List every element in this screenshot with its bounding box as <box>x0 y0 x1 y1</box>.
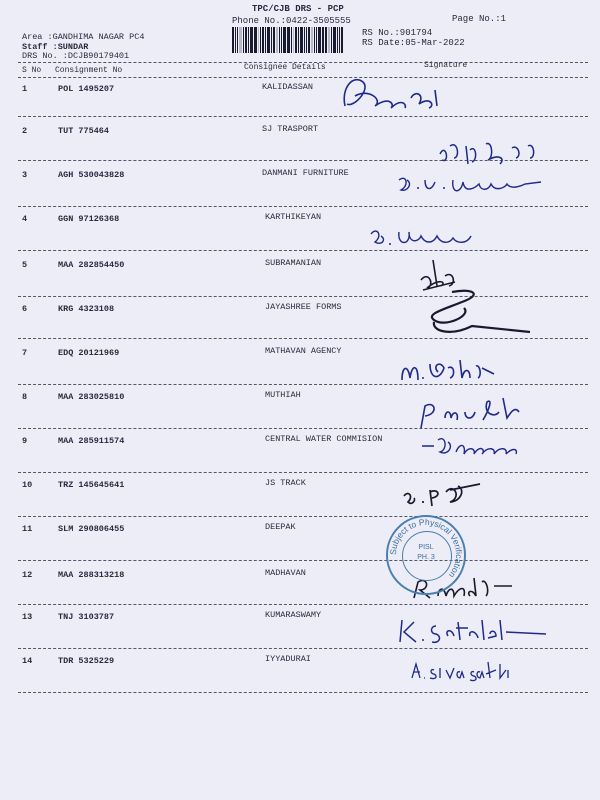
barcode-bar <box>260 27 261 53</box>
barcode-bar <box>265 27 266 53</box>
barcode-bar <box>326 27 327 53</box>
row-11-consignee: DEEPAK <box>265 522 296 532</box>
barcode-bar <box>337 27 338 53</box>
signature-6 <box>412 286 532 351</box>
barcode-bar <box>273 27 275 53</box>
row-4-sno: 4 <box>22 214 28 224</box>
row-3-consignment-no: AGH 530043828 <box>58 170 125 180</box>
barcode-bar <box>287 27 288 53</box>
signature-10 <box>400 476 490 517</box>
svg-text:Subject to Physical Verificati: Subject to Physical Verification <box>388 517 464 580</box>
verification-stamp <box>386 515 466 595</box>
barcode-bar <box>279 27 280 53</box>
row-separator <box>18 116 588 117</box>
barcode-bar <box>243 27 244 53</box>
barcode-bar <box>267 27 270 53</box>
barcode-bar <box>254 27 257 53</box>
barcode-bar <box>237 27 238 53</box>
row-3-consignee: DANMANI FURNITURE <box>262 168 349 178</box>
row-12-sno: 12 <box>22 570 33 580</box>
row-14-sno: 14 <box>22 656 33 666</box>
row-2-consignee: SJ TRASPORT <box>262 124 319 134</box>
row-9-consignee: CENTRAL WATER COMMISION <box>265 434 383 444</box>
row-14-consignment-no: TDR 5325229 <box>58 656 115 666</box>
row-6-consignment-no: KRG 4323108 <box>58 304 115 314</box>
barcode-bar <box>318 27 321 53</box>
stamp-center-line-1: PISL <box>418 544 434 551</box>
col-header-sno: S No <box>22 66 42 75</box>
barcode-bar <box>276 27 278 53</box>
row-12-consignee: MADHAVAN <box>265 568 306 578</box>
drs-number: DRS No. :DCJB90179401 <box>22 51 130 61</box>
staff-label: Staff :SUNDAR <box>22 42 89 52</box>
row-12-consignment-no: MAA 288313218 <box>58 570 125 580</box>
row-4-consignment-no: GGN 97126368 <box>58 214 120 224</box>
row-13-consignment-no: TNJ 3103787 <box>58 612 115 622</box>
row-5-consignment-no: MAA 282854450 <box>58 260 125 270</box>
barcode-bar <box>333 27 336 53</box>
row-separator <box>18 692 588 693</box>
row-1-consignment-no: POL 1495207 <box>58 84 115 94</box>
area-label: Area :GANDHIMA NAGAR PC4 <box>22 32 145 42</box>
barcode-bar <box>311 27 313 53</box>
header-rule-bottom <box>18 77 588 78</box>
row-4-consignee: KARTHIKEYAN <box>265 212 322 222</box>
barcode-bar <box>291 27 292 53</box>
barcode-bar <box>304 27 305 53</box>
barcode <box>232 27 344 53</box>
barcode-bar <box>300 27 303 53</box>
barcode-bar <box>250 27 251 53</box>
row-5-consignee: SUBRAMANIAN <box>265 258 322 268</box>
page-number: Page No.:1 <box>452 14 507 24</box>
stamp-center-text <box>408 543 444 563</box>
barcode-bar <box>339 27 340 53</box>
col-header-consignment: Consignment No <box>55 66 123 75</box>
row-1-consignee: KALIDASSAN <box>262 82 314 92</box>
row-6-consignee: JAYASHREE FORMS <box>265 302 342 312</box>
row-1-sno: 1 <box>22 84 28 94</box>
barcode-bar <box>316 27 317 53</box>
barcode-bar <box>271 27 272 53</box>
row-11-consignment-no: SLM 290806455 <box>58 524 125 534</box>
phone-number: Phone No.:0422-3505555 <box>232 16 351 26</box>
sheet-title: TPC/CJB DRS - PCP <box>252 4 344 14</box>
row-separator <box>18 206 588 207</box>
signature-7 <box>398 350 498 391</box>
row-separator <box>18 472 588 473</box>
row-9-sno: 9 <box>22 436 28 446</box>
barcode-bar <box>288 27 290 53</box>
row-9-consignment-no: MAA 285911574 <box>58 436 125 446</box>
barcode-bar <box>341 27 343 53</box>
row-7-sno: 7 <box>22 348 28 358</box>
barcode-bar <box>232 27 234 53</box>
row-separator <box>18 384 588 385</box>
row-13-sno: 13 <box>22 612 33 622</box>
row-10-consignment-no: TRZ 145645641 <box>58 480 125 490</box>
row-8-consignment-no: MAA 283025810 <box>58 392 125 402</box>
rs-number: RS No.:901794 <box>362 28 433 38</box>
row-5-sno: 5 <box>22 260 28 270</box>
barcode-bar <box>293 27 294 53</box>
barcode-bar <box>262 27 264 53</box>
signature-3 <box>395 170 545 205</box>
row-separator <box>18 560 588 561</box>
stamp-center-line-2: PH. 3 <box>417 554 435 561</box>
barcode-bar <box>331 27 332 53</box>
signature-14 <box>408 656 518 691</box>
barcode-bar <box>322 27 324 53</box>
barcode-bar <box>306 27 307 53</box>
col-header-consignee: Consignee Details <box>244 63 326 72</box>
row-7-consignee: MATHAVAN AGENCY <box>265 346 342 356</box>
barcode-bar <box>308 27 310 53</box>
row-14-consignee: IYYADURAI <box>265 654 311 664</box>
barcode-bar <box>325 27 326 53</box>
rs-date: RS Date:05-Mar-2022 <box>362 38 465 48</box>
barcode-bar <box>281 27 282 53</box>
row-11-sno: 11 <box>22 524 33 534</box>
signature-8 <box>415 392 525 437</box>
col-header-signature: Signature <box>424 61 468 70</box>
signature-13 <box>396 612 556 653</box>
row-separator <box>18 250 588 251</box>
barcode-bar <box>298 27 299 53</box>
barcode-bar <box>328 27 330 53</box>
row-2-consignment-no: TUT 775464 <box>58 126 110 136</box>
barcode-bar <box>295 27 297 53</box>
barcode-bar <box>245 27 247 53</box>
row-10-consignee: JS TRACK <box>265 478 306 488</box>
barcode-bar <box>258 27 259 53</box>
barcode-bar <box>251 27 253 53</box>
row-7-consignment-no: EDQ 20121969 <box>58 348 120 358</box>
row-3-sno: 3 <box>22 170 28 180</box>
row-separator <box>18 516 588 517</box>
row-6-sno: 6 <box>22 304 28 314</box>
signature-9 <box>420 432 530 467</box>
barcode-bar <box>235 27 236 53</box>
row-13-consignee: KUMARASWAMY <box>265 610 322 620</box>
barcode-bar <box>314 27 315 53</box>
signature-1 <box>335 68 445 123</box>
barcode-bar <box>248 27 249 53</box>
row-2-sno: 2 <box>22 126 28 136</box>
row-8-sno: 8 <box>22 392 28 402</box>
row-8-consignee: MUTHIAH <box>265 390 301 400</box>
row-10-sno: 10 <box>22 480 33 490</box>
barcode-bar <box>283 27 286 53</box>
barcode-bar <box>239 27 242 53</box>
